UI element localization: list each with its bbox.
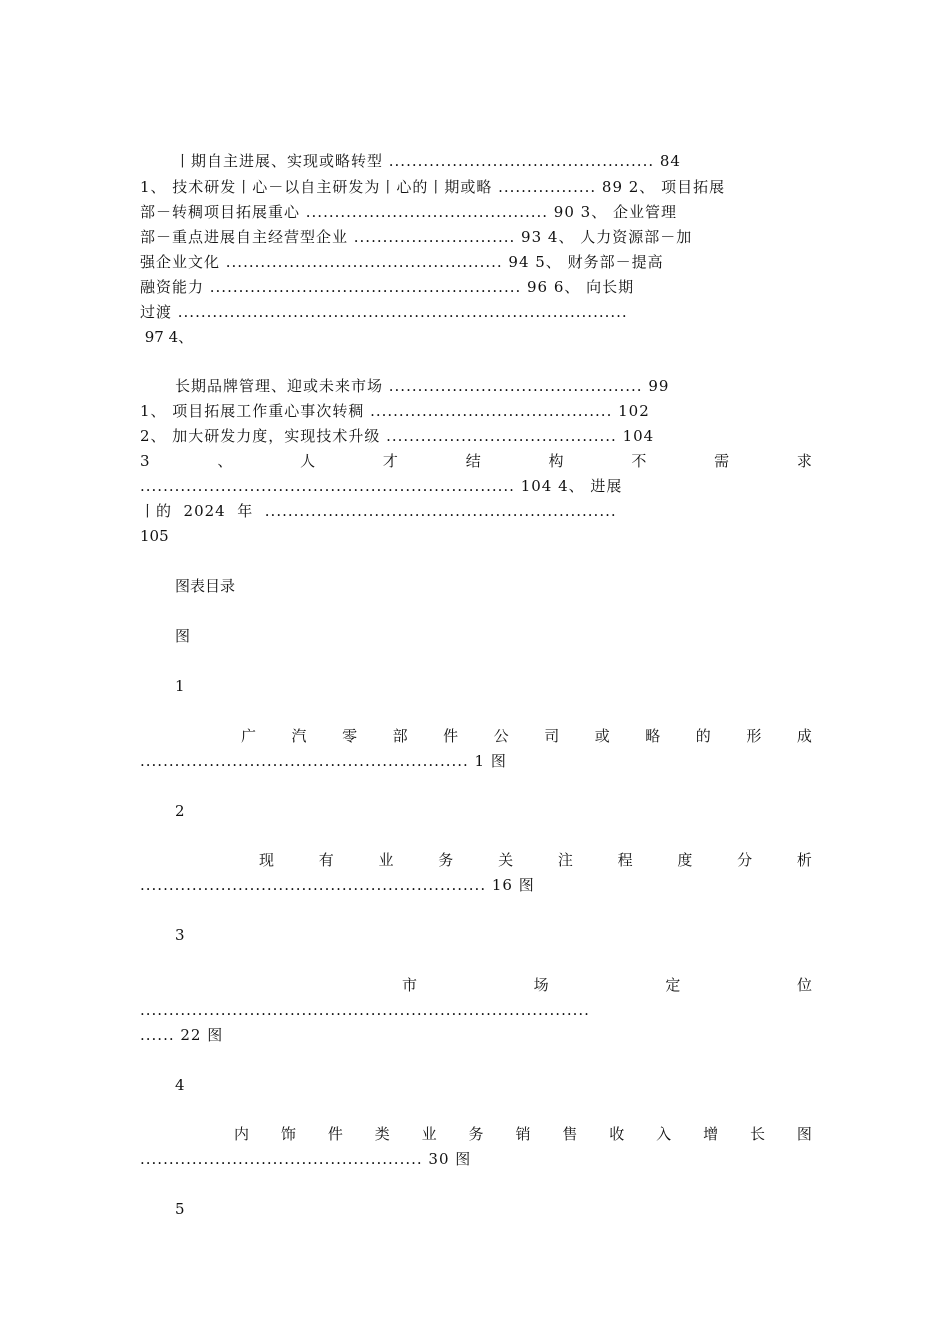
figure-title-char: 售: [562, 1125, 578, 1143]
figure-title-char: 位: [796, 976, 812, 994]
figure-number: 1: [175, 677, 185, 695]
toc-entry: 97 4、: [140, 328, 194, 346]
figure-title-char: 司: [544, 727, 560, 745]
toc-entry: 丨的 2024 年 .............................................................: [140, 502, 617, 520]
figure-title-char: 饰: [280, 1125, 296, 1143]
toc-char: 才: [382, 452, 398, 470]
figure-number: 5: [175, 1200, 185, 1218]
toc-char: 人: [300, 452, 316, 470]
toc-entry: [140, 451, 812, 471]
toc-entry: 1、 项目拓展工作重心事次转稠 .......................................... 102: [140, 402, 650, 420]
figure-title: [259, 850, 812, 870]
toc-entry: 部－转稠项目拓展重心 .......................................... 90 3、 企业管理: [140, 203, 677, 221]
toc-char: 、: [217, 452, 233, 470]
figure-title-char: 图: [796, 1125, 812, 1143]
figure-title-char: 广: [241, 727, 257, 745]
figure-title-char: 销: [515, 1125, 531, 1143]
figure-title: [402, 975, 812, 995]
figure-number: 2: [175, 802, 185, 820]
figure-title-char: 成: [796, 727, 812, 745]
toc-entry: 丨期自主进展、实现或略转型 .............................................. 84: [175, 152, 681, 170]
figure-title-char: 注: [557, 851, 573, 869]
figure-title-char: 长: [749, 1125, 765, 1143]
figure-leader: ...... 22 图: [140, 1026, 224, 1044]
toc-char: 不: [631, 452, 647, 470]
figure-title-char: 现: [259, 851, 275, 869]
figure-title-char: 市: [402, 976, 418, 994]
figure-leader: ............................................................ 16 图: [140, 876, 535, 894]
figure-title-char: 度: [677, 851, 693, 869]
figure-title-char: 汽: [291, 727, 307, 745]
figure-title-char: 件: [327, 1125, 343, 1143]
figure-title-char: 场: [533, 976, 549, 994]
figure-title-char: 程: [617, 851, 633, 869]
figure-leader: ..............................................................................: [140, 1001, 590, 1019]
toc-char: 构: [548, 452, 564, 470]
figure-title-char: 件: [443, 727, 459, 745]
figure-title-char: 收: [609, 1125, 625, 1143]
figure-title-char: 的: [695, 727, 711, 745]
figure-label: 图: [175, 627, 191, 645]
figure-title-char: 部: [392, 727, 408, 745]
figure-title-char: 入: [656, 1125, 672, 1143]
toc-entry: 2、 加大研发力度，实现技术升级 ........................................ 104: [140, 427, 655, 445]
figure-title-char: 有: [318, 851, 334, 869]
figure-title-char: 形: [746, 727, 762, 745]
figure-title-char: 业: [421, 1125, 437, 1143]
figure-title-char: 业: [378, 851, 394, 869]
toc-entry: 融资能力 ...................................................... 96 6、 向长期: [140, 278, 635, 296]
toc-char: 结: [465, 452, 481, 470]
figure-title: [234, 1124, 812, 1144]
toc-entry: ................................................................. 104 4、 进展: [140, 477, 623, 495]
figure-title-char: 务: [438, 851, 454, 869]
figure-title-char: 关: [498, 851, 514, 869]
figure-title-char: 略: [645, 727, 661, 745]
toc-char: 3: [140, 452, 150, 470]
section-heading: 图表目录: [175, 577, 236, 595]
figure-title-char: 定: [665, 976, 681, 994]
figure-leader: ................................................. 30 图: [140, 1150, 472, 1168]
toc-entry: 105: [140, 527, 169, 545]
toc-entry: 强企业文化 ................................................ 94 5、 财务部－提高: [140, 253, 664, 271]
figure-title-char: 零: [342, 727, 358, 745]
figure-number: 4: [175, 1076, 185, 1094]
figure-title-char: 析: [796, 851, 812, 869]
toc-char: 求: [796, 452, 812, 470]
toc-char: 需: [714, 452, 730, 470]
toc-entry: 过渡 ..............................................................................: [140, 303, 628, 321]
figure-title-char: 公: [493, 727, 509, 745]
figure-title-char: 务: [468, 1125, 484, 1143]
toc-entry: 1、 技术研发丨心－以自主研发为丨心的丨期或略 ................. 89 2、 项目拓展: [140, 178, 726, 196]
figure-title: [241, 726, 812, 746]
figure-title-char: 分: [737, 851, 753, 869]
figure-title-char: 增: [703, 1125, 719, 1143]
figure-title-char: 或: [594, 727, 610, 745]
figure-title-char: 内: [234, 1125, 250, 1143]
figure-leader: ......................................................... 1 图: [140, 752, 507, 770]
figure-number: 3: [175, 926, 185, 944]
toc-entry: 部－重点进展自主经营型企业 ............................ 93 4、 人力资源部－加: [140, 228, 693, 246]
figure-title-char: 类: [374, 1125, 390, 1143]
toc-entry: 长期品牌管理、迎或未来市场 ............................................ 99: [175, 377, 670, 395]
